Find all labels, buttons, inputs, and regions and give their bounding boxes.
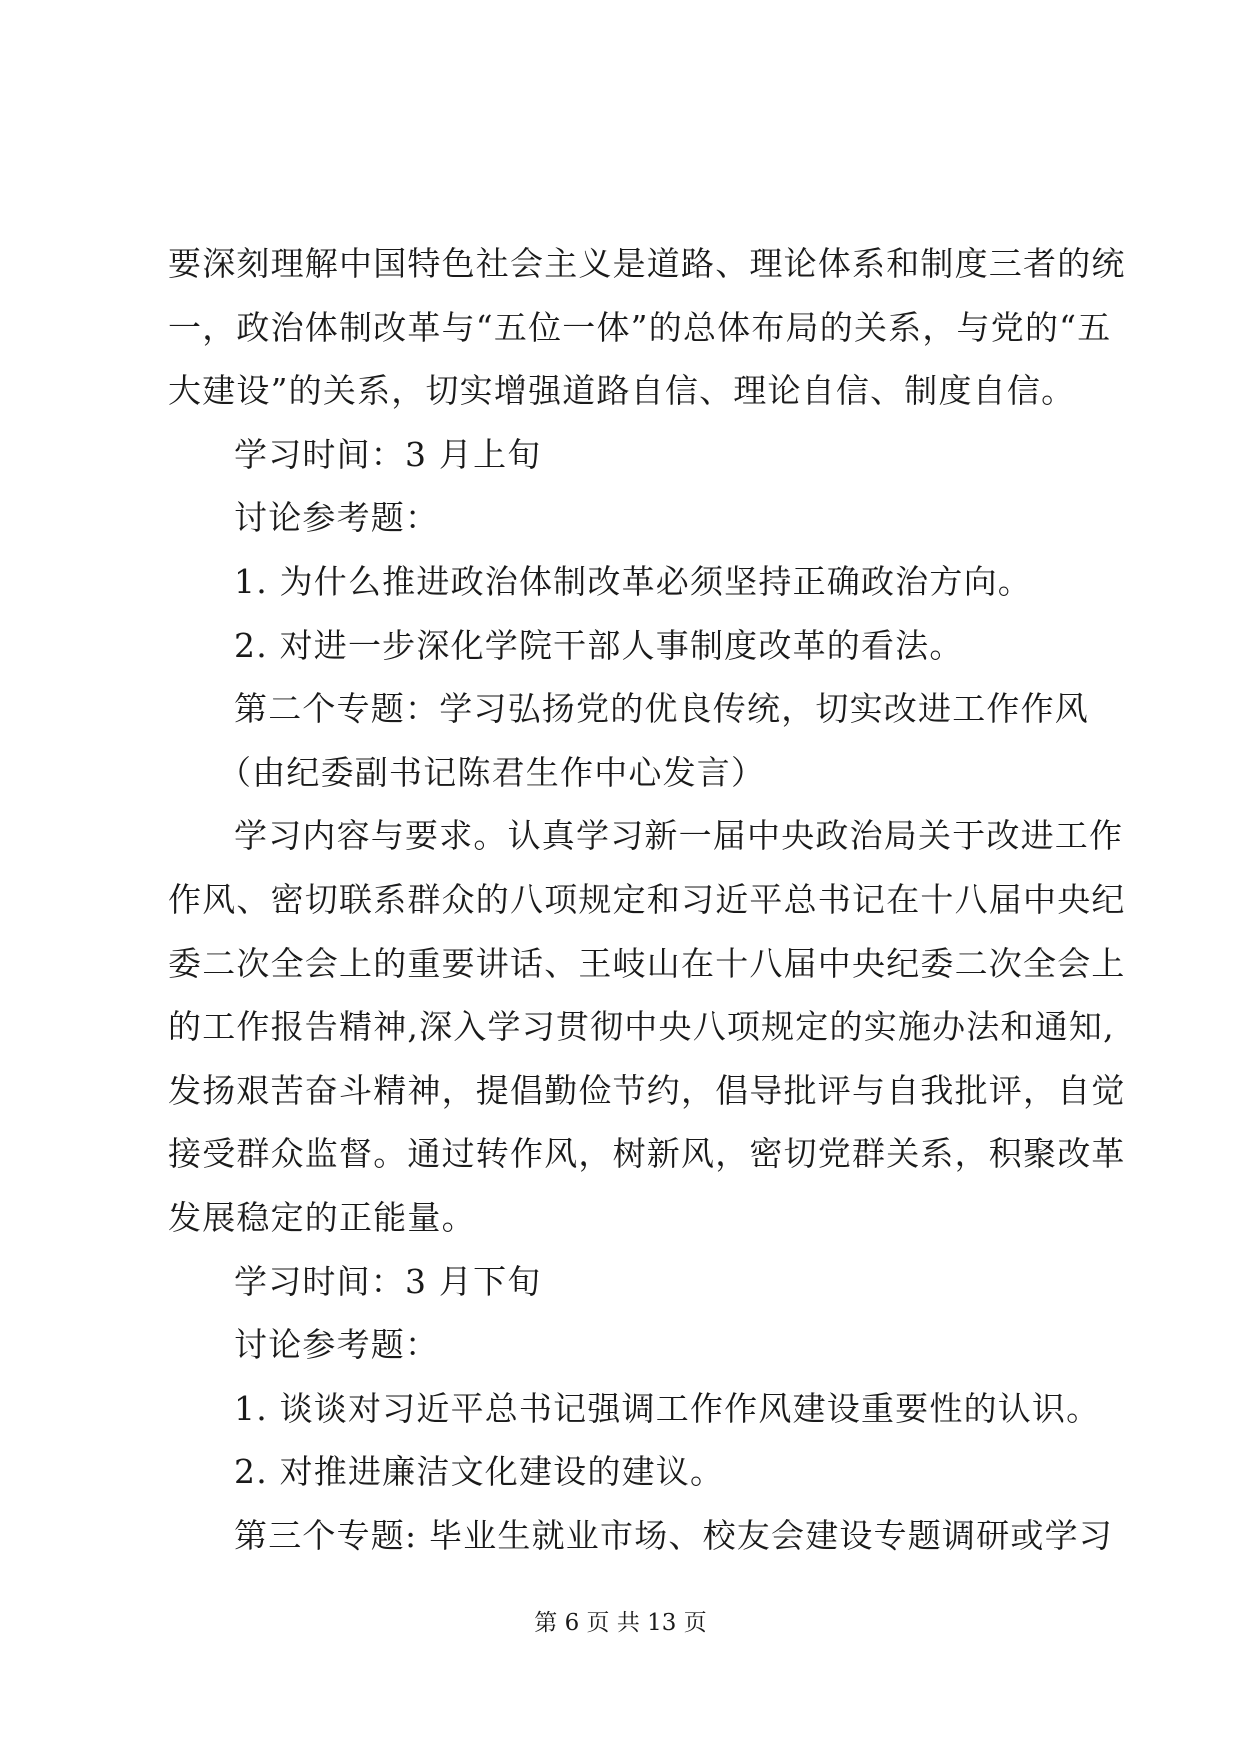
topic-heading: 第三个专题: 毕业生就业市场、校友会建设专题调研或学习 (234, 1515, 1114, 1555)
paragraph-line: 作风、密切联系群众的八项规定和习近平总书记在十八届中央纪 (168, 879, 1126, 919)
discussion-item: 2. 对进一步深化学院干部人事制度改革的看法。 (234, 625, 964, 665)
discussion-item: 1. 谈谈对习近平总书记强调工作作风建设重要性的认识。 (234, 1388, 1101, 1428)
paragraph-line: 一，政治体制改革与“五位一体”的总体布局的关系，与党的“五 (168, 307, 1112, 347)
paragraph-line: 大建设”的关系，切实增强道路自信、理论自信、制度自信。 (168, 371, 1076, 411)
document-body (168, 232, 1126, 1567)
topic-speaker-note: （由纪委副书记陈君生作中心发言） (218, 752, 766, 792)
paragraph-line: 学习内容与要求。认真学习新一届中央政治局关于改进工作 (234, 816, 1124, 856)
discussion-label: 讨论参考题： (234, 1325, 440, 1365)
paragraph-line: 的工作报告精神,深入学习贯彻中央八项规定的实施办法和通知, (168, 1007, 1115, 1047)
discussion-item: 2. 对推进廉洁文化建设的建议。 (234, 1452, 725, 1492)
page-number-footer: 第 6 页 共 13 页 (534, 1610, 707, 1636)
paragraph-line: 发扬艰苦奋斗精神，提倡勤俭节约，倡导批评与自我批评，自觉 (168, 1070, 1126, 1110)
study-time-line: 学习时间：3 月上旬 (234, 434, 542, 474)
paragraph-line: 要深刻理解中国特色社会主义是道路、理论体系和制度三者的统 (168, 244, 1126, 283)
paragraph-line: 发展稳定的正能量。 (168, 1197, 476, 1237)
discussion-item: 1. 为什么推进政治体制改革必须坚持正确政治方向。 (234, 561, 1032, 601)
study-time-line: 学习时间：3 月下旬 (234, 1261, 542, 1301)
discussion-label: 讨论参考题： (234, 498, 440, 538)
topic-heading: 第二个专题：学习弘扬党的优良传统，切实改进工作作风 (234, 689, 1089, 729)
paragraph-line: 委二次全会上的重要讲话、王岐山在十八届中央纪委二次全会上 (168, 943, 1126, 983)
paragraph-line: 接受群众监督。通过转作风，树新风，密切党群关系，积聚改革 (168, 1134, 1126, 1174)
